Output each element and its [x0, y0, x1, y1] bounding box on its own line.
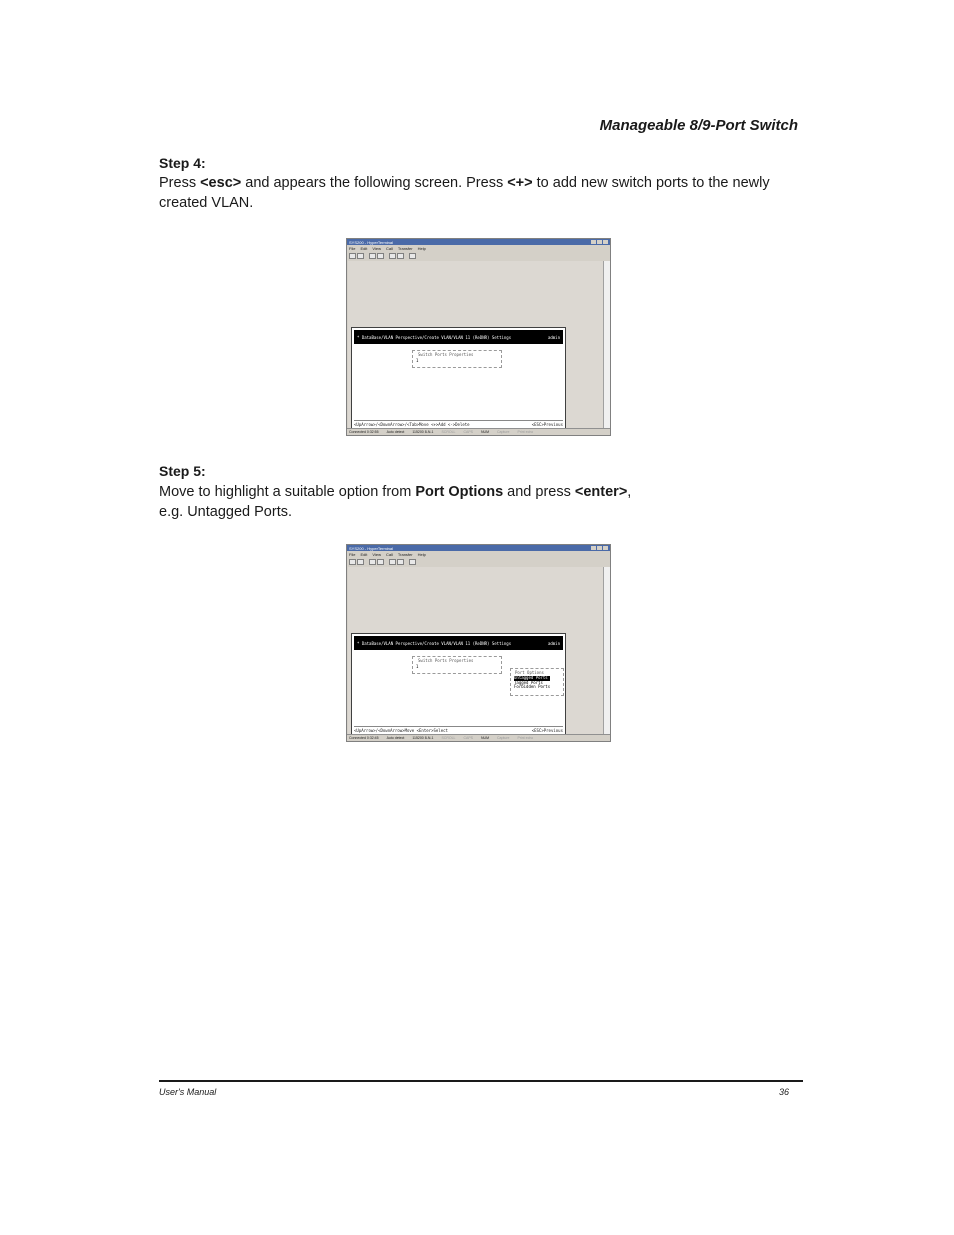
terminal-header: * DataBase/VLAN Perspective/Create VLAN/VLAN 11 (ReDNR) Settings admin	[354, 636, 563, 650]
open-icon	[357, 253, 364, 259]
option-untagged-ports: Untagged Ports	[514, 676, 550, 681]
option-forbidden-ports: Forbidden Ports	[514, 684, 551, 689]
terminal-footer: <UpArrow>/<DownArrow>Move <Enter>Select <ESC>Previous	[354, 728, 563, 733]
status-bar: Connected 0:32:45 Auto detect 115200 8-N-1 SCROLL CAPS NUM Capture Print echo	[347, 734, 610, 741]
terminal-footer: <UpArrow>/<DownArrow>/<Tab>Move <+>Add <->Delete <ESC>Previous	[354, 422, 563, 427]
maximize-icon	[597, 240, 602, 244]
terminal-screen	[351, 633, 566, 737]
receive-icon	[397, 559, 404, 565]
switch-ports-table: Switch Ports Properties 1	[412, 350, 502, 368]
disconnect-icon	[377, 253, 384, 259]
status-bar: Connected 0:32:55 Auto detect 115200 8-N-1 SCROLL CAPS NUM Capture Print echo	[347, 428, 610, 435]
window-toolbar	[347, 251, 610, 260]
hyperterminal-screenshot-1	[346, 238, 611, 436]
terminal-client-area	[348, 567, 605, 735]
properties-icon	[409, 559, 416, 565]
vertical-scrollbar	[603, 567, 610, 735]
connect-icon	[369, 253, 376, 259]
minimize-icon	[591, 546, 596, 550]
window-titlebar: SYS200 - HyperTerminal	[347, 545, 610, 551]
terminal-screen	[351, 327, 566, 431]
esc-key: <esc>	[200, 175, 242, 191]
send-icon	[389, 253, 396, 259]
plus-key: <+>	[507, 175, 533, 191]
new-icon	[349, 559, 356, 565]
step4-text: Press <esc> and appears the following screen. Press <+> to add new switch ports to the newly created VLAN.	[159, 175, 770, 211]
step5-text: Move to highlight a suitable option from Port Options and press <enter>, e.g. Untagged Ports.	[159, 484, 632, 520]
step4-heading: Step 4:	[159, 155, 206, 171]
properties-icon	[409, 253, 416, 259]
window-toolbar	[347, 557, 610, 566]
vertical-scrollbar	[603, 261, 610, 429]
window-menubar: File Edit View Call Transfer Help	[349, 551, 426, 557]
footer-rule	[159, 1080, 803, 1082]
port-options-term: Port Options	[415, 484, 504, 500]
enter-key: <enter>	[574, 484, 628, 500]
terminal-client-area	[348, 261, 605, 429]
window-menubar: File Edit View Call Transfer Help	[349, 245, 426, 251]
terminal-header: * DataBase/VLAN Perspective/Create VLAN/VLAN 11 (ReDNR) Settings admin	[354, 330, 563, 344]
option-tagged-ports: Tagged Ports	[514, 679, 543, 685]
receive-icon	[397, 253, 404, 259]
minimize-icon	[591, 240, 596, 244]
footer-manual-label: User's Manual	[159, 1087, 217, 1097]
send-icon	[389, 559, 396, 565]
page-number: 36	[778, 1087, 789, 1097]
switch-ports-table: Switch Ports Properties 1	[412, 656, 502, 674]
hyperterminal-screenshot-2	[346, 544, 611, 742]
window-titlebar: SYS200 - HyperTerminal	[347, 239, 610, 245]
step5-heading: Step 5:	[159, 463, 206, 479]
open-icon	[357, 559, 364, 565]
close-icon	[603, 240, 608, 244]
new-icon	[349, 253, 356, 259]
connect-icon	[369, 559, 376, 565]
close-icon	[603, 546, 608, 550]
maximize-icon	[597, 546, 602, 550]
page-header-title: Manageable 8/9-Port Switch	[599, 117, 798, 134]
port-options-menu: Port Options Untagged Ports Tagged Ports Forbidden Ports	[510, 668, 564, 696]
disconnect-icon	[377, 559, 384, 565]
